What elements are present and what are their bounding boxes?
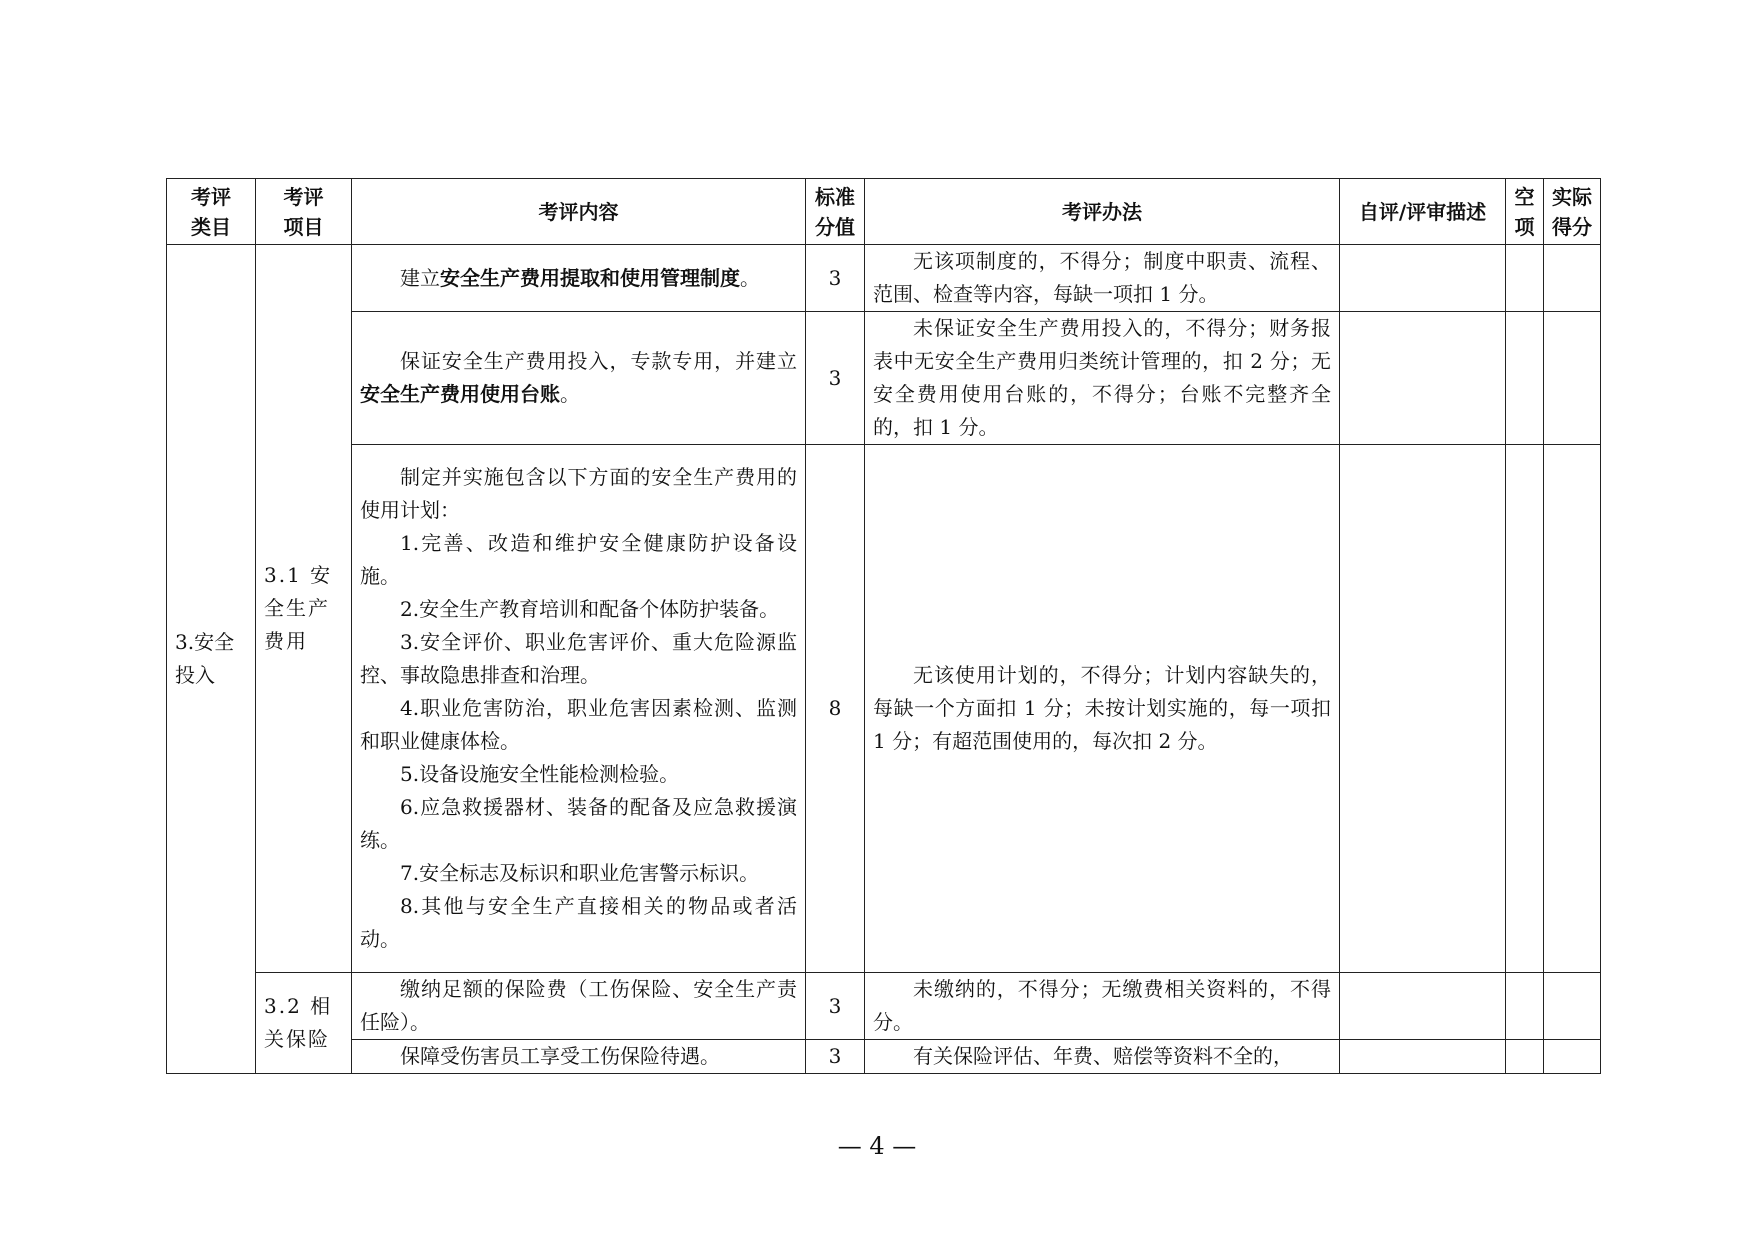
score-cell: 8 <box>806 445 865 973</box>
method-text: 无该项制度的，不得分；制度中职责、流程、范围、检查等内容，每缺一项扣 1 分。 <box>873 249 1331 306</box>
category-cell <box>167 245 256 1074</box>
content-cell <box>352 1040 806 1074</box>
table-row <box>167 245 1601 312</box>
header-content: 考评内容 <box>352 179 806 245</box>
self-eval-cell[interactable] <box>1340 1040 1506 1074</box>
score-cell: 3 <box>806 973 865 1040</box>
self-eval-cell[interactable] <box>1340 445 1506 973</box>
content-text: 保证安全生产费用投入，专款专用，并建立安全生产费用使用台账。 <box>360 349 797 406</box>
content-cell <box>352 973 806 1040</box>
method-cell <box>865 445 1340 973</box>
table-row <box>167 1040 1601 1074</box>
score-cell: 3 <box>806 312 865 445</box>
evaluation-table <box>166 178 1601 1074</box>
score-cell: 3 <box>806 1040 865 1074</box>
method-text: 有关保险评估、年费、赔偿等资料不全的， <box>913 1044 1293 1068</box>
header-item: 考评 项目 <box>256 179 352 245</box>
empty-item-cell[interactable] <box>1506 1040 1544 1074</box>
content-list-item: 3.安全评价、职业危害评价、重大危险源监控、事故隐患排查和治理。 <box>360 630 797 687</box>
content-bold-text: 安全生产费用提取和使用管理制度 <box>440 265 740 290</box>
empty-item-cell[interactable] <box>1506 245 1544 312</box>
self-eval-cell[interactable] <box>1340 312 1506 445</box>
content-list-item: 5.设备设施安全性能检测检验。 <box>400 762 680 786</box>
header-actual-score: 实际 得分 <box>1544 179 1601 245</box>
table-row <box>167 973 1601 1040</box>
actual-score-cell[interactable] <box>1544 973 1601 1040</box>
content-list-item: 2.安全生产教育培训和配备个体防护装备。 <box>400 597 780 621</box>
page-number: — 4 — <box>837 1132 917 1160</box>
header-empty-item: 空 项 <box>1506 179 1544 245</box>
self-eval-cell[interactable] <box>1340 245 1506 312</box>
header-self-eval: 自评/评审描述 <box>1340 179 1506 245</box>
header-row <box>167 179 1601 245</box>
header-method: 考评办法 <box>865 179 1340 245</box>
header-category: 考评 类目 <box>167 179 256 245</box>
table-row <box>167 312 1601 445</box>
self-eval-cell[interactable] <box>1340 973 1506 1040</box>
content-cell <box>352 245 806 312</box>
category-label: 3.安全投入 <box>175 630 235 687</box>
table-row <box>167 445 1601 973</box>
method-text: 无该使用计划的，不得分；计划内容缺失的，每缺一个方面扣 1 分；未按计划实施的，每一项扣 1 分；有超范围使用的，每次扣 2 分。 <box>873 663 1331 753</box>
method-cell <box>865 1040 1340 1074</box>
content-list-item: 6.应急救援器材、装备的配备及应急救援演练。 <box>360 795 797 852</box>
actual-score-cell[interactable] <box>1544 312 1601 445</box>
actual-score-cell[interactable] <box>1544 445 1601 973</box>
item-label-3-1: 3.1 安全生产费用 <box>264 563 333 653</box>
header-score: 标准 分值 <box>806 179 865 245</box>
content-cell <box>352 445 806 973</box>
content-bold-text: 安全生产费用使用台账 <box>360 382 560 406</box>
content-text: 建立安全生产费用提取和使用管理制度。 <box>400 265 760 290</box>
item-label-3-2: 3.2 相关保险 <box>264 994 333 1051</box>
method-text: 未缴纳的，不得分；无缴费相关资料的，不得分。 <box>873 977 1331 1034</box>
method-cell <box>865 973 1340 1040</box>
actual-score-cell[interactable] <box>1544 1040 1601 1074</box>
content-list-item: 4.职业危害防治，职业危害因素检测、监测和职业健康体检。 <box>360 696 797 753</box>
content-list-item: 7.安全标志及标识和职业危害警示标识。 <box>400 861 760 885</box>
content-text: 保障受伤害员工享受工伤保险待遇。 <box>400 1044 720 1068</box>
content-list-item: 8.其他与安全生产直接相关的物品或者活动。 <box>360 894 797 951</box>
empty-item-cell[interactable] <box>1506 312 1544 445</box>
content-cell <box>352 312 806 445</box>
empty-item-cell[interactable] <box>1506 973 1544 1040</box>
item-cell-3-2 <box>256 973 352 1074</box>
content-list-item: 1.完善、改造和维护安全健康防护设备设施。 <box>360 531 797 588</box>
actual-score-cell[interactable] <box>1544 245 1601 312</box>
method-cell <box>865 245 1340 312</box>
empty-item-cell[interactable] <box>1506 445 1544 973</box>
item-cell-3-1 <box>256 245 352 973</box>
score-cell: 3 <box>806 245 865 312</box>
method-text: 未保证安全生产费用投入的，不得分；财务报表中无安全生产费用归类统计管理的，扣 2 分；无安全费用使用台账的，不得分；台账不完整齐全的，扣 1 分。 <box>873 316 1331 439</box>
content-text: 缴纳足额的保险费（工伤保险、安全生产责任险）。 <box>360 977 797 1034</box>
content-intro: 制定并实施包含以下方面的安全生产费用的使用计划： <box>360 465 797 522</box>
method-cell <box>865 312 1340 445</box>
